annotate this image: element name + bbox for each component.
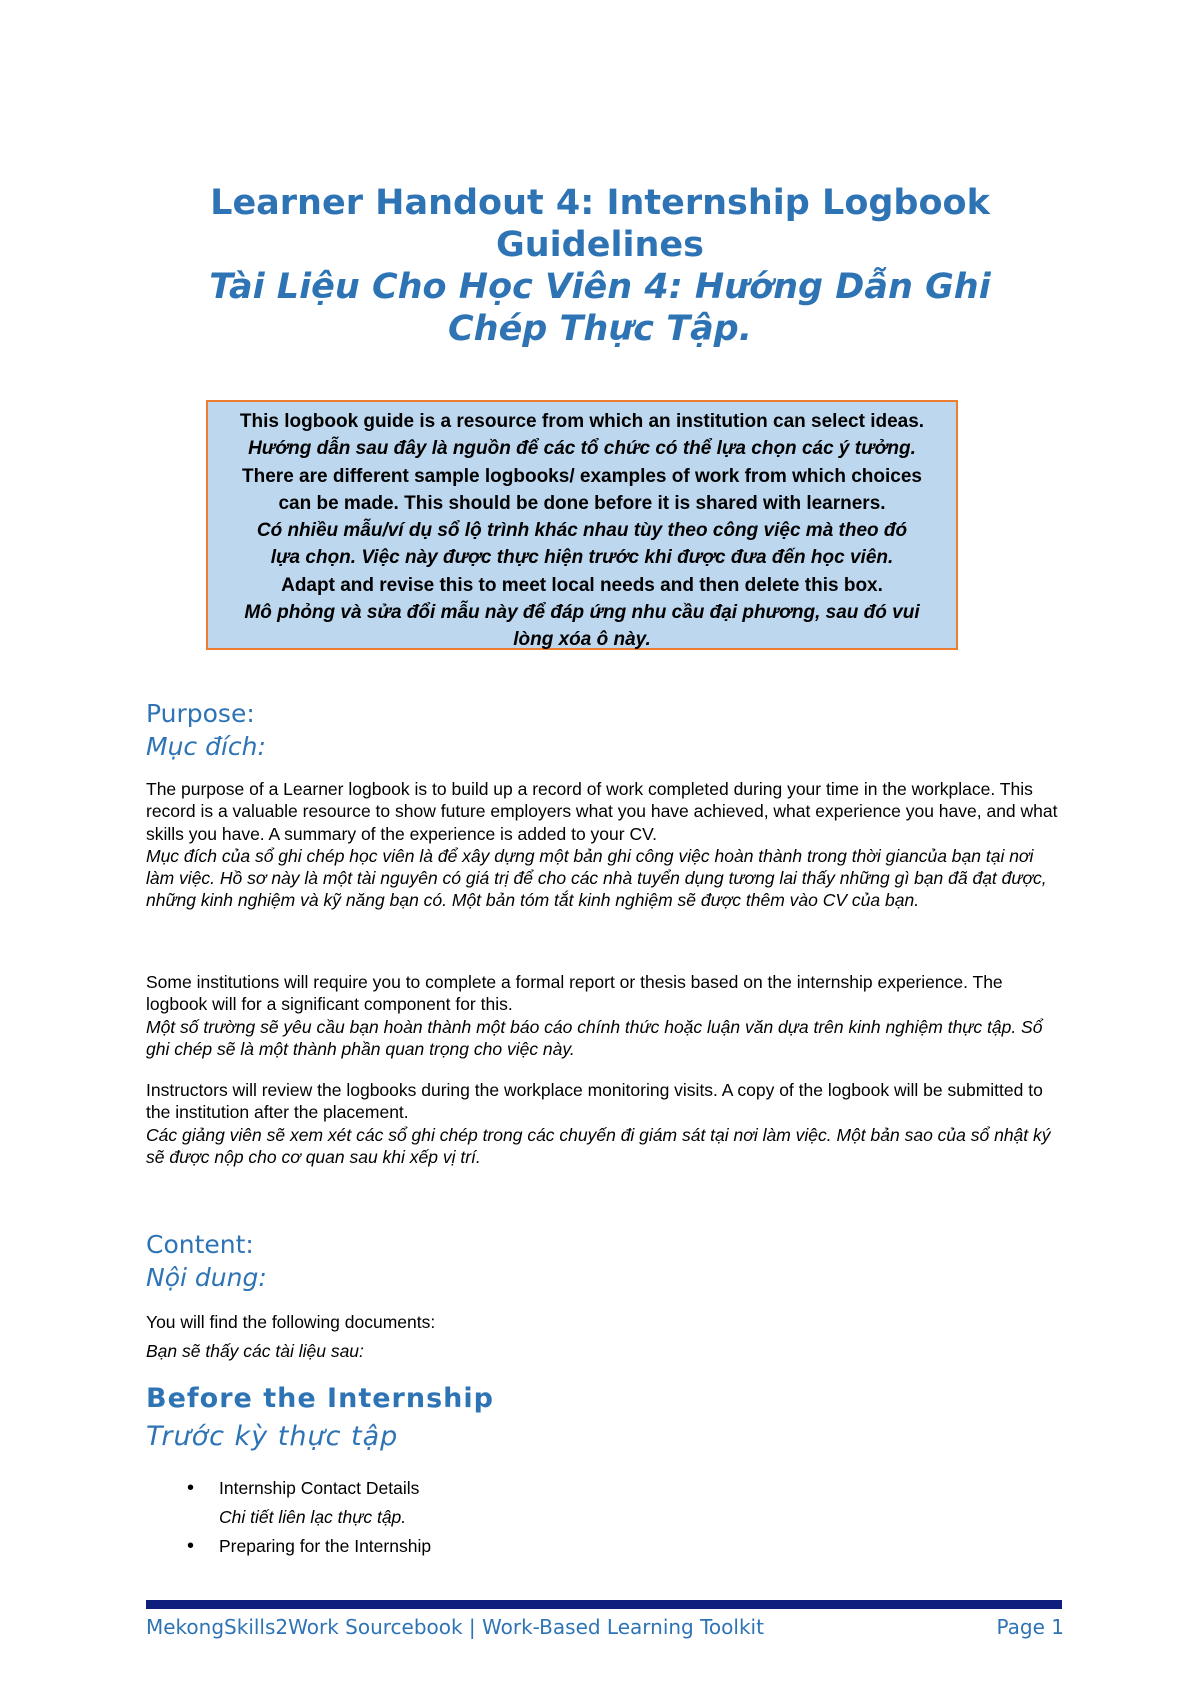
instruction-note-box — [206, 400, 958, 650]
purpose-paragraph-3 — [146, 1079, 1066, 1168]
title-vi-line2: Chép Thực Tập. — [447, 309, 753, 349]
paragraph-vi: Một số trường sẽ yêu cầu bạn hoàn thành một báo cáo chính thức hoặc luận văn dựa trên kinh nghiệm thực tập. Sổ ghi chép sẽ là một thành phần quan trọng cho việc này. — [146, 1016, 1043, 1059]
content-heading-en: Content: — [146, 1230, 254, 1259]
paragraph-en: Some institutions will require you to complete a formal report or thesis based on the internship experience. The logbook will for a significant component for this. — [146, 972, 1003, 1015]
page-number: Page 1 — [996, 1615, 1064, 1639]
list-item-en: • Preparing for the Internship — [219, 1536, 432, 1556]
note-line: lòng xóa ô này. — [513, 629, 651, 651]
paragraph-en: Instructors will review the logbooks during the workplace monitoring visits. A copy of the logbook will be submitted to the institution after the placement. — [146, 1080, 1043, 1123]
note-line: Hướng dẫn sau đây là nguồn để các tổ chức có thể lựa chọn các ý tưởng. — [248, 438, 916, 460]
paragraph-vi: Các giảng viên sẽ xem xét các sổ ghi chép trong các chuyến đi giám sát tại nơi làm việc. Một bản sao của sổ nhật ký sẽ được nộp cho cơ quan sau khi xếp vị trí. — [146, 1124, 1051, 1167]
document-title — [150, 182, 1050, 350]
paragraph-en: The purpose of a Learner logbook is to build up a record of work completed during your time in the workplace. This record is a valuable resource to show future employers what you have achieved, what experience you have, and what skills you have. A summary of the experience is added to your CV. — [146, 779, 1058, 844]
purpose-heading — [146, 697, 266, 763]
note-line: Có nhiều mẫu/ví dụ sổ lộ trình khác nhau tùy theo công việc mà theo đó — [256, 520, 908, 542]
note-line: can be made. This should be done before it is shared with learners. — [278, 492, 886, 514]
content-intro — [146, 1308, 1066, 1366]
intro-vi: Bạn sẽ thấy các tài liệu sau: — [146, 1341, 364, 1361]
before-heading-en: Before the Internship — [146, 1383, 494, 1414]
document-list — [219, 1474, 1019, 1561]
content-heading — [146, 1228, 267, 1294]
paragraph-vi: Mục đích của sổ ghi chép học viên là để xây dựng một bản ghi công việc hoàn thành trong thời giancủa bạn tại nơi làm việc. Hồ sơ này là một tài nguyên có giá trị để cho các nhà tuyển dụng tương lai thấy những gì bạn đã đạt được, những kinh nghiệm và kỹ năng bạn có. Một bản tóm tắt kinh nghiệm sẽ được thêm vào CV của bạn. — [146, 845, 1047, 911]
list-item-en: • Internship Contact Details — [219, 1478, 420, 1498]
purpose-paragraph-1 — [146, 778, 1066, 912]
purpose-heading-en: Purpose: — [146, 699, 255, 728]
purpose-paragraph-2 — [146, 971, 1066, 1060]
note-line: This logbook guide is a resource from which an institution can select ideas. — [239, 411, 925, 432]
footer-divider — [146, 1600, 1062, 1609]
list-item — [219, 1532, 1019, 1561]
title-en-line2: Guidelines — [496, 225, 704, 265]
purpose-heading-vi: Mục đích: — [146, 732, 266, 761]
content-heading-vi: Nội dung: — [146, 1263, 267, 1292]
title-en-line1: Learner Handout 4: Internship Logbook — [210, 183, 990, 223]
list-item-vi: Chi tiết liên lạc thực tập. — [219, 1507, 407, 1527]
before-internship-heading — [146, 1380, 494, 1456]
intro-en: You will find the following documents: — [146, 1312, 436, 1332]
before-heading-vi: Trước kỳ thực tập — [146, 1421, 399, 1452]
note-line: Mô phỏng và sửa đổi mẫu này để đáp ứng nhu cầu đại phương, sau đó vui — [244, 602, 920, 624]
note-line: lựa chọn. Việc này được thực hiện trước khi được đưa đến học viên. — [270, 547, 894, 569]
note-line: Adapt and revise this to meet local needs and then delete this box. — [281, 574, 883, 596]
note-line: There are different sample logbooks/ examples of work from which choices — [242, 465, 922, 487]
footer-source: MekongSkills2Work Sourcebook | Work-Based Learning Toolkit — [146, 1615, 764, 1639]
list-item — [219, 1474, 1019, 1532]
title-vi-line1: Tài Liệu Cho Học Viên 4: Hướng Dẫn Ghi — [209, 267, 991, 307]
